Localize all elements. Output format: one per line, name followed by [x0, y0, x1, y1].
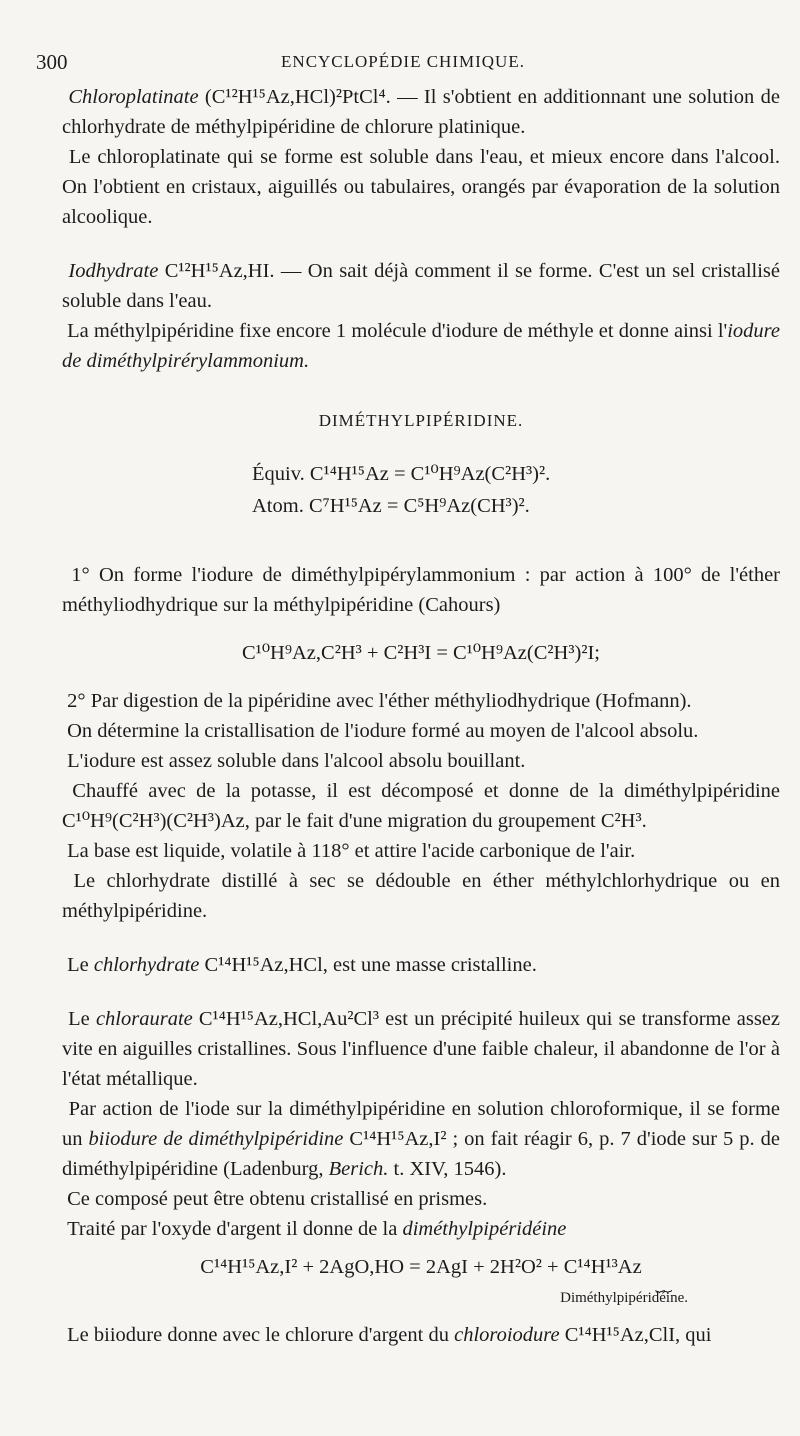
paragraph-silver-oxide: Traité par l'oxyde d'argent il donne de la diméthylpipéridéine	[67, 1218, 567, 1240]
paragraph-prisms: Ce composé peut être obtenu cristallisé en prismes.	[67, 1188, 488, 1210]
paragraph-iodure: La méthylpipéridine fixe encore 1 molécule d'iodure de méthyle et donne ainsi l'iodure de diméthylpirérylammonium.	[62, 320, 780, 372]
underbrace: ⏟⏟	[655, 1278, 672, 1293]
paragraph-chloraurate: Le chloraurate C¹⁴H¹⁵Az,HCl,Au²Cl³ est un précipité huileux qui se transforme assez vite en aiguilles cristallines. Sous l'influence d'une faible chaleur, il abandonne de l'or à l'état métallique.	[62, 1008, 781, 1090]
running-title: ENCYCLOPÉDIE CHIMIQUE.	[281, 52, 525, 71]
page-body	[62, 82, 780, 1350]
term-chloraurate: chloraurate	[95, 1008, 193, 1030]
term-iodhydrate: Iodhydrate	[68, 260, 159, 282]
paragraph-potash: Chauffé avec de la potasse, il est décomposé et donne de la diméthylpipéridine C¹⁰H⁹(C²H³)(C²H³)Az, par le fait d'une migration du groupement C²H³.	[62, 780, 781, 832]
paragraph-crystallisation: On détermine la cristallisation de l'iodure formé au moyen de l'alcool absolu.	[67, 720, 699, 742]
paragraph-method-1: 1° On forme l'iodure de diméthylpipérylammonium : par action à 100° de l'éther méthyliodhydrique sur la méthylpipéridine (Cahours)	[62, 564, 780, 616]
term-dimethylpiperideine: diméthylpipéridéine	[402, 1218, 567, 1240]
term-chloroplatinate: Chloroplatinate	[68, 86, 199, 108]
term-chloroiodure: chloroiodure	[454, 1324, 560, 1346]
page-number: 300	[36, 50, 68, 74]
formula-equiv: Équiv. C¹⁴H¹⁵Az = C¹⁰H⁹Az(C²H³)².	[252, 463, 551, 485]
formula-atom: Atom. C⁷H¹⁵Az = C⁵H⁹Az(CH³)².	[252, 495, 530, 517]
paragraph-base: La base est liquide, volatile à 118° et attire l'acide carbonique de l'air.	[67, 840, 636, 862]
paragraph-chlorhydrate: Le chlorhydrate C¹⁴H¹⁵Az,HCl, est une masse cristalline.	[67, 954, 537, 976]
paragraph-chloroplatinate: Chloroplatinate (C¹²H¹⁵Az,HCl)²PtCl⁴. — Il s'obtient en additionnant une solution de chlorhydrate de méthylpipéridine de chlorure platinique.	[62, 86, 780, 138]
paragraph-solubility: L'iodure est assez soluble dans l'alcool absolu bouillant.	[67, 750, 526, 772]
term-chlorhydrate: chlorhydrate	[93, 954, 200, 976]
section-heading: DIMÉTHYLPIPÉRIDINE.	[318, 411, 524, 430]
term-iodure-dimethyl: iodure de diméthylpirérylammonium.	[62, 320, 780, 372]
paragraph-chlorhydrate-distilled: Le chlorhydrate distillé à sec se dédouble en éther méthylchlorhydrique ou en méthylpipéridine.	[62, 870, 781, 922]
paragraph-chloroplatinate-properties: Le chloroplatinate qui se forme est soluble dans l'eau, et mieux encore dans l'alcool. On l'obtient en cristaux, aiguillés ou tabulaires, orangés par évaporation de la solution alcoolique.	[62, 146, 780, 228]
term-biiodure: biiodure de diméthylpipéridine	[88, 1128, 344, 1150]
paragraph-biiodure: Par action de l'iode sur la diméthylpipéridine en solution chloroformique, il se forme un biiodure de diméthylpipéridine C¹⁴H¹⁵Az,I² ; on fait réagir 6, p. 7 d'iode sur 5 p. de diméthylpipéridine (Ladenburg, Berich. t. XIV, 1546).	[62, 1098, 780, 1180]
equation-2-caption: Diméthylpipéridéine.	[560, 1290, 688, 1306]
formula-block	[62, 458, 780, 522]
paragraph-method-2: 2° Par digestion de la pipéridine avec l'éther méthyliodhydrique (Hofmann).	[67, 690, 692, 712]
paragraph-chloroiodure: Le biiodure donne avec le chlorure d'argent du chloroiodure C¹⁴H¹⁵Az,ClI, qui	[67, 1324, 712, 1346]
equation-2: C¹⁴H¹⁵Az,I² + 2AgO,HO = 2AgI + 2H²O² + C¹⁴H¹³Az	[200, 1256, 642, 1278]
reference-berich: Berich.	[328, 1158, 389, 1180]
page-header	[36, 50, 770, 80]
equation-1: C¹⁰H⁹Az,C²H³ + C²H³I = C¹⁰H⁹Az(C²H³)²I;	[242, 642, 600, 664]
paragraph-iodhydrate: Iodhydrate C¹²H¹⁵Az,HI. — On sait déjà comment il se forme. C'est un sel cristallisé soluble dans l'eau.	[62, 260, 780, 312]
